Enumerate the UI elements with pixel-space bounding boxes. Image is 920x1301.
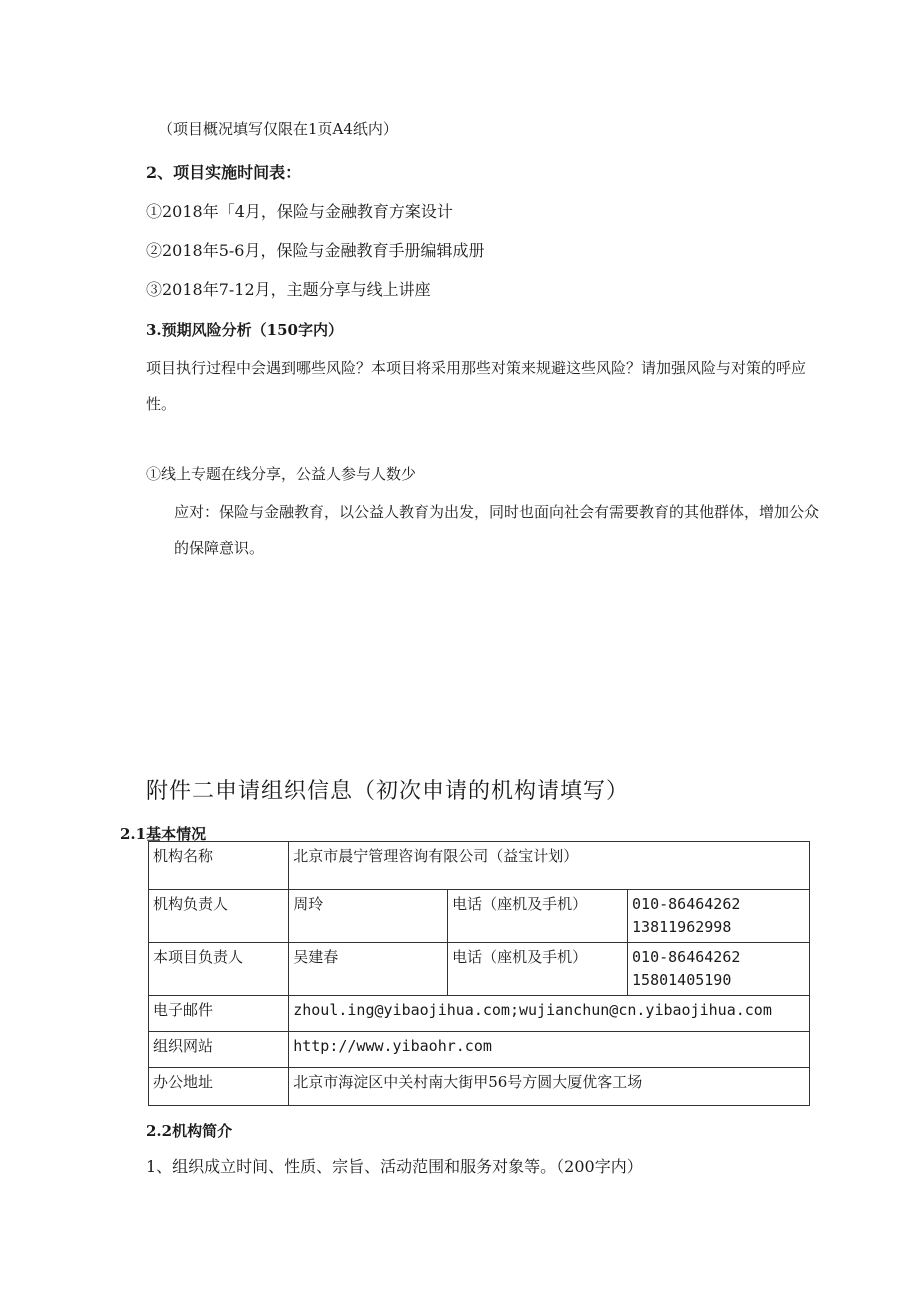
- timeline-heading: 2、项目实施时间表：: [146, 163, 302, 182]
- attachment-title: 附件二申请组织信息（初次申请的机构请填写）: [146, 779, 630, 804]
- table-row: [149, 996, 810, 1032]
- email-value: zhoul.ing@yibaojihua.com;wujianchun@cn.yibaojihua.com: [289, 996, 810, 1032]
- table-row: [149, 1032, 810, 1068]
- phone-label: 电话（座机及手机）: [448, 890, 628, 943]
- timeline-item: ②2018年5-6月，保险与金融教育手册编辑成册: [146, 241, 485, 260]
- risk-prompt-cont: 性。: [146, 395, 177, 413]
- org-head-phone: [628, 890, 810, 943]
- org-head-label: 机构负责人: [149, 890, 289, 943]
- org-intro-item: 1、组织成立时间、性质、宗旨、活动范围和服务对象等。（200字内）: [146, 1157, 643, 1176]
- basic-info-heading: 2.1基本情况: [120, 825, 207, 843]
- org-head-value: 周玲: [289, 890, 448, 943]
- table-row: [149, 842, 810, 890]
- table-row: [149, 1068, 810, 1106]
- org-name-value: 北京市晨宁管理咨询有限公司（益宝计划）: [289, 842, 810, 890]
- risk-heading: 3.预期风险分析（150字内）: [146, 321, 343, 339]
- phone-mobile: 15801405190: [632, 971, 732, 989]
- table-row: [149, 943, 810, 996]
- address-label: 办公地址: [149, 1068, 289, 1106]
- website-label: 组织网站: [149, 1032, 289, 1068]
- risk-response-cont: 的保障意识。: [174, 539, 265, 557]
- risk-response: 应对：保险与金融教育，以公益人教育为出发，同时也面向社会有需要教育的其他群体，增加公众: [174, 503, 820, 521]
- page-limit-note: （项目概况填写仅限在1页A4纸内）: [158, 120, 398, 138]
- phone-landline: 010-86464262: [632, 895, 741, 913]
- risk-prompt: 项目执行过程中会遇到哪些风险？本项目将采用那些对策来规避这些风险？请加强风险与对策的呼应: [146, 359, 807, 377]
- timeline-item: ①2018年「4月，保险与金融教育方案设计: [146, 202, 453, 221]
- phone-landline: 010-86464262: [632, 948, 741, 966]
- address-value: 北京市海淀区中关村南大街甲56号方圆大厦优客工场: [289, 1068, 810, 1106]
- project-head-phone: [628, 943, 810, 996]
- email-label: 电子邮件: [149, 996, 289, 1032]
- org-intro-heading: 2.2机构简介: [146, 1122, 233, 1140]
- phone-mobile: 13811962998: [632, 918, 732, 936]
- website-value: http://www.yibaohr.com: [289, 1032, 810, 1068]
- risk-item: ①线上专题在线分享，公益人参与人数少: [146, 465, 417, 483]
- phone-label: 电话（座机及手机）: [448, 943, 628, 996]
- timeline-item: ③2018年7-12月，主题分享与线上讲座: [146, 280, 431, 299]
- project-head-value: 吴建春: [289, 943, 448, 996]
- table-row: [149, 890, 810, 943]
- org-info-table: [148, 841, 810, 1106]
- org-name-label: 机构名称: [149, 842, 289, 890]
- project-head-label: 本项目负责人: [149, 943, 289, 996]
